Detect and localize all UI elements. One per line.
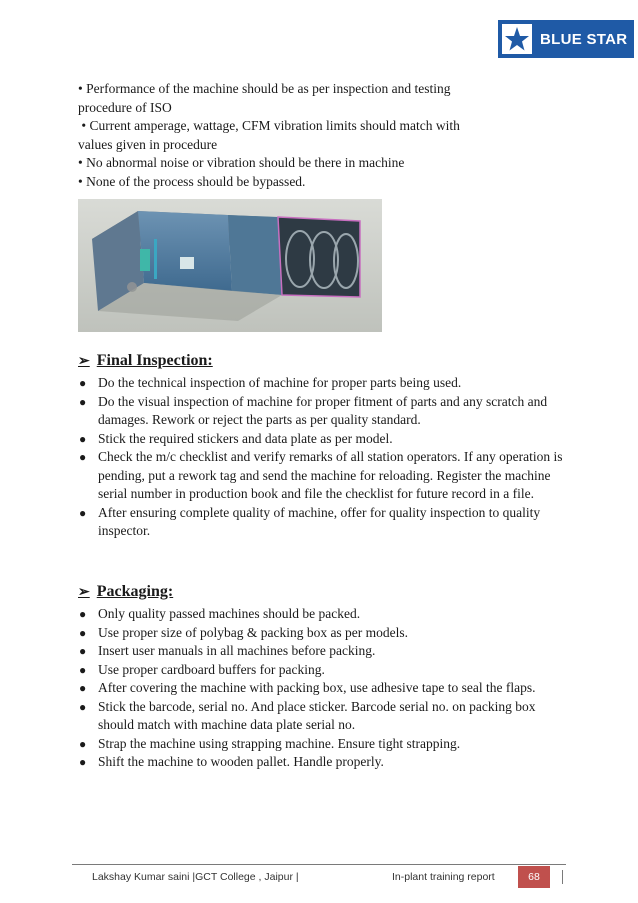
list-item: [78, 374, 568, 393]
list-item: [78, 753, 568, 772]
final-inspection-list: [78, 374, 568, 541]
arrow-bullet-icon: ➢: [78, 584, 90, 600]
list-item-text: After ensuring complete quality of machine, offer for quality inspection to quality inspector.: [98, 504, 541, 538]
final-inspection-title: Final Inspection:: [96, 352, 213, 369]
list-item-text: Check the m/c checklist and verify remarks of all station operators. If any operation is pending, put a rework tag and send the machine for reloading. Register the machine serial number in production book and file the checklist for future record in a file.: [98, 449, 563, 501]
list-item: [78, 698, 568, 735]
list-item: [78, 679, 568, 698]
list-item-text: Only quality passed machines should be packed.: [98, 606, 361, 621]
bullet-icon: ●: [79, 394, 87, 409]
bullet-icon: ●: [79, 431, 87, 446]
final-inspection-heading: [78, 352, 568, 370]
footer-author: Lakshay Kumar saini |GCT College , Jaipur |: [92, 871, 299, 883]
intro-line: • No abnormal noise or vibration should be there in machine: [78, 155, 405, 170]
list-item-text: Use proper size of polybag & packing box as per models.: [98, 624, 409, 640]
final-inspection-section: [78, 352, 568, 541]
list-item: [78, 624, 568, 643]
bullet-icon: ●: [79, 376, 87, 390]
list-item: [78, 642, 568, 661]
star-icon: [502, 24, 532, 54]
list-item: [78, 448, 568, 504]
list-item: [78, 605, 568, 624]
list-item-text: Stick the barcode, serial no. And place sticker. Barcode serial no. on packing box should match with machine data plate serial no.: [98, 698, 536, 732]
bullet-icon: ●: [79, 450, 87, 464]
bullet-icon: ●: [79, 625, 87, 640]
bullet-icon: ●: [79, 736, 87, 751]
intro-line: • Performance of the machine should be as per inspection and testing: [78, 81, 451, 96]
bullet-icon: ●: [79, 505, 87, 520]
list-item-text: Do the visual inspection of machine for proper fitment of parts and any scratch and damages. Rework or reject the parts as per quality standard.: [98, 393, 548, 427]
footer-divider: [72, 864, 566, 865]
list-item-text: Stick the required stickers and data plate as per model.: [98, 430, 393, 446]
footer-report-title: In-plant training report: [392, 871, 495, 883]
list-item: [78, 430, 568, 449]
packaging-list: [78, 605, 568, 772]
bullet-icon: ●: [79, 681, 87, 695]
packaging-title: Packaging:: [96, 583, 174, 600]
blue-star-logo: [498, 20, 634, 58]
bullet-icon: ●: [79, 755, 87, 769]
list-item-text: Insert user manuals in all machines before packing.: [98, 643, 376, 658]
intro-line: • None of the process should be bypassed.: [78, 173, 306, 189]
packaging-section: [78, 583, 568, 772]
bullet-icon: ●: [79, 662, 87, 677]
intro-line: values given in procedure: [78, 136, 218, 152]
list-item: [78, 735, 568, 754]
list-item: [78, 504, 568, 541]
list-item-text: Shift the machine to wooden pallet. Handle properly.: [98, 754, 384, 769]
machine-render-image: [78, 199, 382, 332]
bullet-icon: ●: [79, 607, 87, 621]
list-item-text: After covering the machine with packing box, use adhesive tape to seal the flaps.: [98, 680, 536, 695]
page-number: 68: [518, 866, 550, 888]
page-footer: [72, 866, 566, 888]
arrow-bullet-icon: ➢: [78, 353, 90, 369]
bullet-icon: ●: [79, 699, 87, 714]
bullet-icon: ●: [79, 644, 87, 658]
list-item-text: Strap the machine using strapping machine. Ensure tight strapping.: [98, 735, 461, 751]
list-item-text: Do the technical inspection of machine for proper parts being used.: [98, 375, 462, 390]
footer-tick: [562, 870, 563, 884]
list-item: [78, 661, 568, 680]
logo-text: BLUE STAR: [540, 30, 628, 48]
list-item-text: Use proper cardboard buffers for packing.: [98, 661, 325, 677]
packaging-heading: [78, 583, 568, 601]
intro-line: • Current amperage, wattage, CFM vibration limits should match with: [78, 118, 460, 133]
intro-line: procedure of ISO: [78, 99, 172, 115]
intro-text: [78, 80, 548, 191]
list-item: [78, 393, 568, 430]
